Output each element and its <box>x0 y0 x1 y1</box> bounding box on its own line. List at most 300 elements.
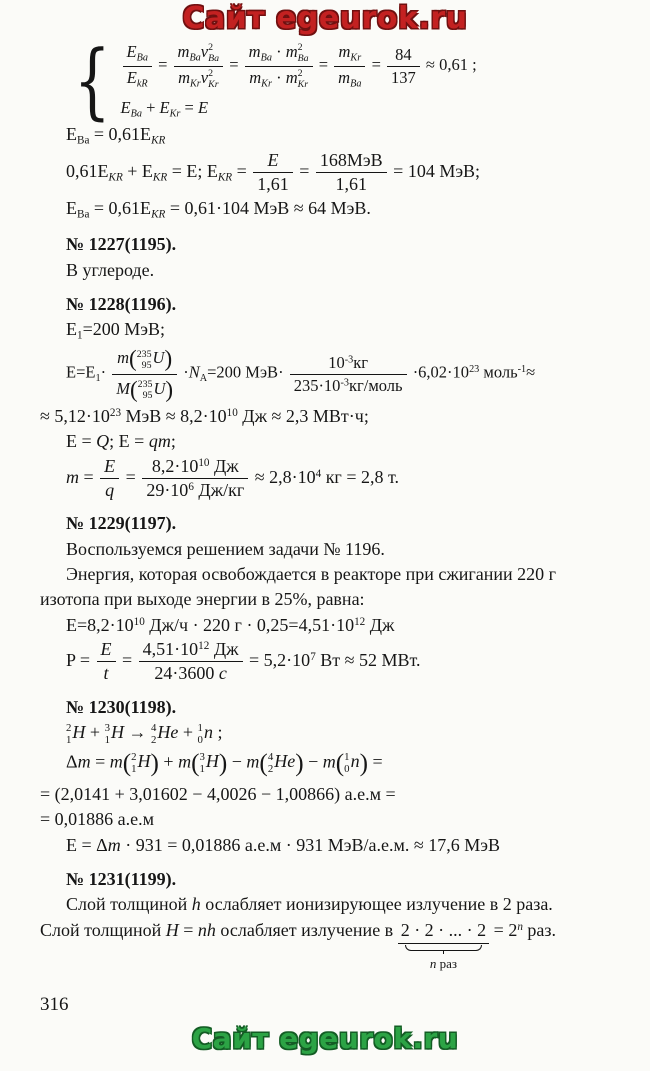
math-text: Слой толщиной <box>66 894 192 915</box>
denominator <box>387 67 420 87</box>
math-var: m <box>178 67 190 87</box>
mass-number: 2 <box>66 721 72 734</box>
math-text: = <box>294 160 314 181</box>
paren: ( <box>191 749 200 777</box>
math-var: N <box>188 363 200 383</box>
nuclide-prescript <box>105 722 110 746</box>
math-var: m <box>109 751 123 772</box>
math-var: m <box>338 42 351 62</box>
math-text: 4,51·10 <box>142 639 199 660</box>
math-text: Дж <box>209 639 239 660</box>
math-text: кг/моль <box>348 375 403 395</box>
numerator <box>97 639 116 662</box>
math-text: · <box>271 67 286 87</box>
denominator <box>100 479 119 501</box>
element-symbol: H <box>205 751 219 772</box>
paren: ) <box>359 749 368 777</box>
nuclide-prescript <box>137 349 152 371</box>
math-text: ≈ 5,12·10 <box>40 405 110 426</box>
atomic-number: 1 <box>131 763 137 776</box>
fraction <box>316 150 387 195</box>
denominator <box>112 375 177 403</box>
formula-power <box>40 639 620 684</box>
denominator <box>245 67 313 91</box>
fraction <box>100 456 119 501</box>
atomic-number: 1 <box>199 763 205 776</box>
atomic-number: 0 <box>197 733 203 746</box>
math-text: МэВ ≈ 8,2·10 <box>121 405 227 426</box>
subscript: Ba <box>208 53 220 65</box>
math-text: Вт ≈ 52 МВт. <box>315 650 421 671</box>
mass-number: 1 <box>344 751 350 764</box>
mass-number: 235 <box>136 348 152 360</box>
math-text: = 0,61E <box>89 198 152 219</box>
math-text: =200 МэВ; <box>82 319 165 340</box>
math-text: № 1227(1195). <box>66 234 177 255</box>
numerator <box>245 42 313 67</box>
numerator <box>334 42 365 66</box>
math-text: кг <box>353 353 369 373</box>
subscript: Ba <box>350 77 362 89</box>
nuclide <box>137 378 166 401</box>
math-text: + <box>141 98 160 118</box>
nuclide-prescript <box>151 722 156 746</box>
math-var: m <box>117 348 130 368</box>
math-text: кг = 2,8 т. <box>321 466 399 487</box>
paren: ) <box>165 375 174 402</box>
problem-1228-heading <box>40 293 620 316</box>
site-header-title: Сайт egeurok.ru <box>182 1 468 36</box>
superscript: 10 <box>133 616 145 628</box>
element-symbol: H <box>137 751 151 772</box>
atomic-number: 2 <box>150 733 157 746</box>
formula-eba-result <box>40 197 620 222</box>
math-var: qm <box>148 431 171 452</box>
math-text: ≈ 2,8·10 <box>250 466 316 487</box>
math-text: → <box>123 722 151 743</box>
math-text: 8,2·10 <box>151 455 199 476</box>
math-text: = <box>367 751 383 772</box>
math-text: Дж <box>209 455 239 476</box>
mass-number: 235 <box>137 378 153 390</box>
math-text: № 1229(1197). <box>66 513 177 534</box>
math-var: m <box>178 751 192 772</box>
fraction <box>174 42 224 90</box>
math-text: = <box>232 160 252 181</box>
subscript: Ba <box>260 52 272 64</box>
text-use-solution <box>40 538 620 561</box>
denominator <box>334 67 365 90</box>
math-text: 10 <box>328 353 345 373</box>
paren: ) <box>164 345 173 372</box>
fraction <box>253 150 293 195</box>
paren: ( <box>259 749 268 777</box>
system-row <box>121 97 209 121</box>
superscript: 7 <box>310 651 316 664</box>
underbrace-expression <box>398 919 489 944</box>
math-text: + E <box>122 160 153 181</box>
math-text: 29·10 <box>146 480 189 500</box>
math-text: = 2 <box>489 919 518 940</box>
formula-ekr <box>40 150 620 195</box>
atomic-number: 95 <box>142 389 153 401</box>
superscript: -3 <box>340 377 349 389</box>
math-text: E <box>66 198 77 219</box>
formula-mass <box>40 456 620 501</box>
text-energy-released-2 <box>40 588 620 611</box>
math-var: h <box>191 894 201 915</box>
math-text: Дж/кг <box>193 480 245 500</box>
math-text: ≈ <box>526 363 536 383</box>
paren: ) <box>218 749 228 777</box>
subscript: Ba <box>130 108 142 120</box>
math-text: ослабляет ионизирующее излучение в 2 раза. <box>200 894 553 915</box>
paren: ) <box>295 749 304 777</box>
numerator <box>100 456 119 479</box>
mass-number: 1 <box>197 721 203 734</box>
paren: ( <box>335 749 345 777</box>
math-var: m <box>285 42 298 61</box>
denominator <box>290 375 407 395</box>
math-var: M <box>116 378 130 398</box>
math-text: раз <box>436 956 457 972</box>
math-var: E <box>197 98 209 118</box>
math-var: E <box>126 67 137 87</box>
math-var: E <box>126 42 137 62</box>
math-text: E=E <box>66 363 96 383</box>
mass-number: 4 <box>267 751 274 764</box>
math-text: = 0,61·104 МэВ ≈ 64 МэВ. <box>165 198 371 219</box>
subscript: Ва <box>77 134 90 147</box>
element-symbol: H <box>72 722 86 743</box>
math-text: = <box>117 650 137 671</box>
math-text: № 1228(1196). <box>66 294 177 315</box>
nuclide <box>66 721 86 746</box>
nuclide-prescript <box>138 379 153 401</box>
superscript: 6 <box>188 481 194 494</box>
paren: ( <box>129 345 137 372</box>
subscript: Kr <box>189 77 201 89</box>
element-symbol: He <box>274 751 296 772</box>
math-var: m <box>338 67 351 87</box>
fraction <box>387 45 420 87</box>
math-text: E <box>66 319 77 340</box>
problem-1227-heading <box>40 233 620 256</box>
atomic-number: 95 <box>141 359 152 371</box>
subscript: 1 <box>77 329 83 342</box>
fraction <box>112 345 177 403</box>
math-text: = 5,2·10 <box>244 650 311 671</box>
math-text: · <box>271 42 286 61</box>
math-text: = <box>90 751 110 772</box>
mass-number: 2 <box>131 751 137 764</box>
math-var: m <box>77 751 91 772</box>
math-text: ·6,02·10 <box>408 363 470 383</box>
numerator <box>316 150 387 173</box>
nuclide-prescript <box>131 751 136 775</box>
superscript: n <box>517 920 523 933</box>
element-symbol: H <box>110 722 124 743</box>
math-text: = <box>153 54 172 74</box>
math-var: E <box>100 639 112 660</box>
math-text: № 1231(1199). <box>66 868 177 889</box>
nuclide <box>136 348 165 371</box>
system-row <box>121 42 477 90</box>
math-text: Дж/ч · 220 г · 0,25=4,51·10 <box>144 614 355 635</box>
math-text: = <box>314 54 333 74</box>
math-text: = 104 МэВ; <box>388 160 481 181</box>
element-symbol: He <box>157 722 179 743</box>
atomic-number: 1 <box>66 733 72 746</box>
superscript: 2 <box>208 67 214 79</box>
math-text: + <box>158 751 179 772</box>
math-var: m <box>249 67 262 87</box>
math-text: = <box>180 98 198 118</box>
math-var: E <box>267 149 279 170</box>
atomic-number: 0 <box>344 763 350 776</box>
numerator <box>112 345 177 374</box>
subscript: Kr <box>208 79 219 90</box>
math-text: Дж ≈ 2,3 МВт·ч; <box>237 405 369 426</box>
math-text: = <box>178 919 198 940</box>
equation-system <box>66 33 477 130</box>
mass-number: 3 <box>199 751 205 764</box>
subscript: Ba <box>189 52 201 64</box>
math-text: = <box>79 466 99 487</box>
math-var: m <box>248 42 261 61</box>
numerator <box>123 42 152 66</box>
subscript: KR <box>108 171 123 184</box>
math-text: = <box>225 54 243 74</box>
math-var: q <box>105 480 115 500</box>
math-text: · <box>100 363 111 383</box>
numerator <box>290 353 407 374</box>
text-layer-h <box>40 893 620 916</box>
math-text: + <box>85 722 105 743</box>
nuclide <box>267 751 296 776</box>
math-var: E <box>120 98 131 118</box>
system-equations <box>40 33 620 130</box>
math-text: 1,61 <box>257 173 289 194</box>
math-text: P = <box>66 650 95 671</box>
denominator <box>174 67 224 91</box>
math-text: № 1230(1198). <box>66 696 177 717</box>
nuclide-prescript <box>344 751 349 775</box>
underbrace-label <box>398 956 489 973</box>
sub-sup-stack <box>208 42 219 64</box>
math-text: ослабляет излучение в <box>215 919 398 940</box>
math-text: Δ <box>66 751 78 772</box>
element-symbol: U <box>153 378 166 398</box>
sub-sup-stack <box>298 68 308 90</box>
math-text: 235·10 <box>293 375 341 395</box>
nuclide <box>150 721 179 746</box>
math-text: = 0,61E <box>89 123 152 144</box>
math-text: · 931 = 0,01886 а.е.м · 931 МэВ/а.е.м. ≈ 17,6 МэВ <box>120 834 500 855</box>
nuclide-prescript <box>199 751 204 775</box>
fraction <box>334 42 365 90</box>
numerator <box>387 45 420 66</box>
subscript: 1 <box>95 373 101 385</box>
superscript: 2 <box>297 42 303 54</box>
formula-energy-release <box>40 834 620 857</box>
math-text: E = Δ <box>66 834 108 855</box>
math-var: n <box>429 956 437 972</box>
fraction <box>290 353 407 395</box>
denominator <box>123 67 152 90</box>
math-text: 1,61 <box>335 173 368 194</box>
math-var: E <box>159 98 170 118</box>
denominator <box>97 662 116 684</box>
denominator <box>316 173 387 195</box>
math-text: 168МэВ <box>319 149 383 170</box>
atomic-number: 2 <box>267 763 274 776</box>
given-e1 <box>40 318 620 343</box>
math-text: · <box>179 363 189 383</box>
superscript: 2 <box>297 67 303 79</box>
math-text: = <box>121 466 141 487</box>
superscript: 2 <box>208 42 214 54</box>
math-text: моль <box>479 363 518 383</box>
denominator <box>139 662 243 684</box>
math-text: + <box>178 722 198 743</box>
math-text: =200 МэВ· <box>207 363 288 383</box>
subscript: KR <box>217 171 233 184</box>
subscript: Kr <box>297 79 309 90</box>
math-text: Слой толщиной <box>40 919 166 940</box>
math-text: = <box>367 54 386 74</box>
superscript: 10 <box>226 407 238 420</box>
text-layer-H <box>40 919 620 972</box>
sub-sup-stack <box>298 42 309 64</box>
numerator <box>174 42 224 67</box>
math-var: nh <box>197 919 216 940</box>
math-text: E=8,2·10 <box>66 614 134 635</box>
nuclide-prescript <box>268 751 273 775</box>
formula-energy-220g <box>40 614 620 637</box>
formula-energy-uranium <box>40 345 620 403</box>
superscript: 4 <box>315 467 322 480</box>
fraction <box>142 456 248 501</box>
math-text: В углероде. <box>66 259 155 280</box>
math-text: Дж <box>365 614 395 635</box>
problem-1231-heading <box>40 868 620 891</box>
subscript: Ba <box>136 52 148 64</box>
reaction-equation <box>40 721 620 746</box>
superscript: 23 <box>109 407 122 420</box>
nuclide-prescript <box>198 722 203 746</box>
formula-energy-values <box>40 405 620 428</box>
nuclide <box>199 751 219 776</box>
system-rows <box>121 42 477 121</box>
formula-e-q <box>40 430 620 453</box>
answer-1227 <box>40 259 620 282</box>
underbrace-hang <box>398 944 489 973</box>
math-text: изотопа при выходе энергии в 25%, равна: <box>40 589 365 610</box>
subscript: Ba <box>297 53 309 65</box>
superscript: 10 <box>198 456 210 469</box>
numerator <box>142 456 248 479</box>
math-var: m <box>285 67 298 87</box>
subscript: KR <box>151 134 166 147</box>
page-content <box>0 33 650 972</box>
formula-eba <box>40 123 620 148</box>
paren: ) <box>150 749 159 777</box>
numerator <box>139 639 243 662</box>
subscript: KR <box>152 171 168 184</box>
math-var: c <box>218 663 227 684</box>
math-text: − <box>227 751 247 772</box>
page-number: 316 <box>40 994 69 1015</box>
paren: ( <box>129 375 138 402</box>
superscript: 23 <box>469 364 480 376</box>
nuclide-prescript <box>66 722 71 746</box>
nuclide <box>344 751 360 776</box>
math-text: 2 · 2 · ... · 2 <box>400 919 487 940</box>
mass-number: 3 <box>104 721 110 734</box>
element-symbol: n <box>350 751 360 772</box>
subscript: kR <box>136 77 148 89</box>
fraction <box>139 639 243 684</box>
math-text: 24·3600 <box>154 663 219 684</box>
math-var: v <box>200 67 209 87</box>
underbrace-group <box>398 919 489 972</box>
element-symbol: n <box>203 722 213 743</box>
subscript: Kr <box>261 77 272 89</box>
text-energy-released-1 <box>40 563 620 586</box>
superscript: 12 <box>198 640 210 653</box>
numerator <box>253 150 293 173</box>
math-var: Q <box>96 431 110 452</box>
nuclide <box>131 751 151 776</box>
formula-delta-m <box>40 748 620 781</box>
superscript: -1 <box>517 364 527 376</box>
math-text: раз. <box>522 919 557 940</box>
denominator <box>142 479 248 501</box>
math-text: Воспользуемся решением задачи № 1196. <box>66 538 385 559</box>
math-text: = (2,0141 + 3,01602 − 4,0026 − 1,00866) а.е.м = <box>40 783 396 804</box>
math-text: 84 <box>395 45 412 65</box>
math-var: E <box>104 455 116 476</box>
math-text: 0,61E <box>66 160 109 181</box>
mass-number: 4 <box>150 721 157 734</box>
fraction <box>97 639 116 684</box>
atomic-number: 1 <box>104 733 110 746</box>
math-text: = 0,01886 а.е.м <box>40 809 155 830</box>
site-footer-title: Сайт egeurok.ru <box>191 1022 459 1055</box>
subscript: KR <box>151 208 166 221</box>
underbrace-tick <box>443 951 445 954</box>
math-text: ; E = <box>109 431 149 452</box>
formula-delta-m-values <box>40 783 620 806</box>
math-var: m <box>322 751 336 772</box>
math-var: m <box>246 751 260 772</box>
formula-delta-m-result <box>40 808 620 831</box>
math-var: m <box>177 42 190 61</box>
math-var: t <box>103 663 109 684</box>
element-symbol: U <box>152 348 165 368</box>
math-text: Энергия, которая освобождается в реакторе при сжигании 220 г <box>66 564 557 585</box>
math-var: v <box>200 42 209 61</box>
superscript: 12 <box>354 616 366 628</box>
math-text: = E; E <box>167 160 218 181</box>
subscript: Ва <box>77 208 90 221</box>
nuclide <box>197 721 213 746</box>
math-var: m <box>107 834 121 855</box>
brace-icon: { <box>73 33 111 130</box>
fraction <box>245 42 313 90</box>
denominator <box>253 173 293 195</box>
